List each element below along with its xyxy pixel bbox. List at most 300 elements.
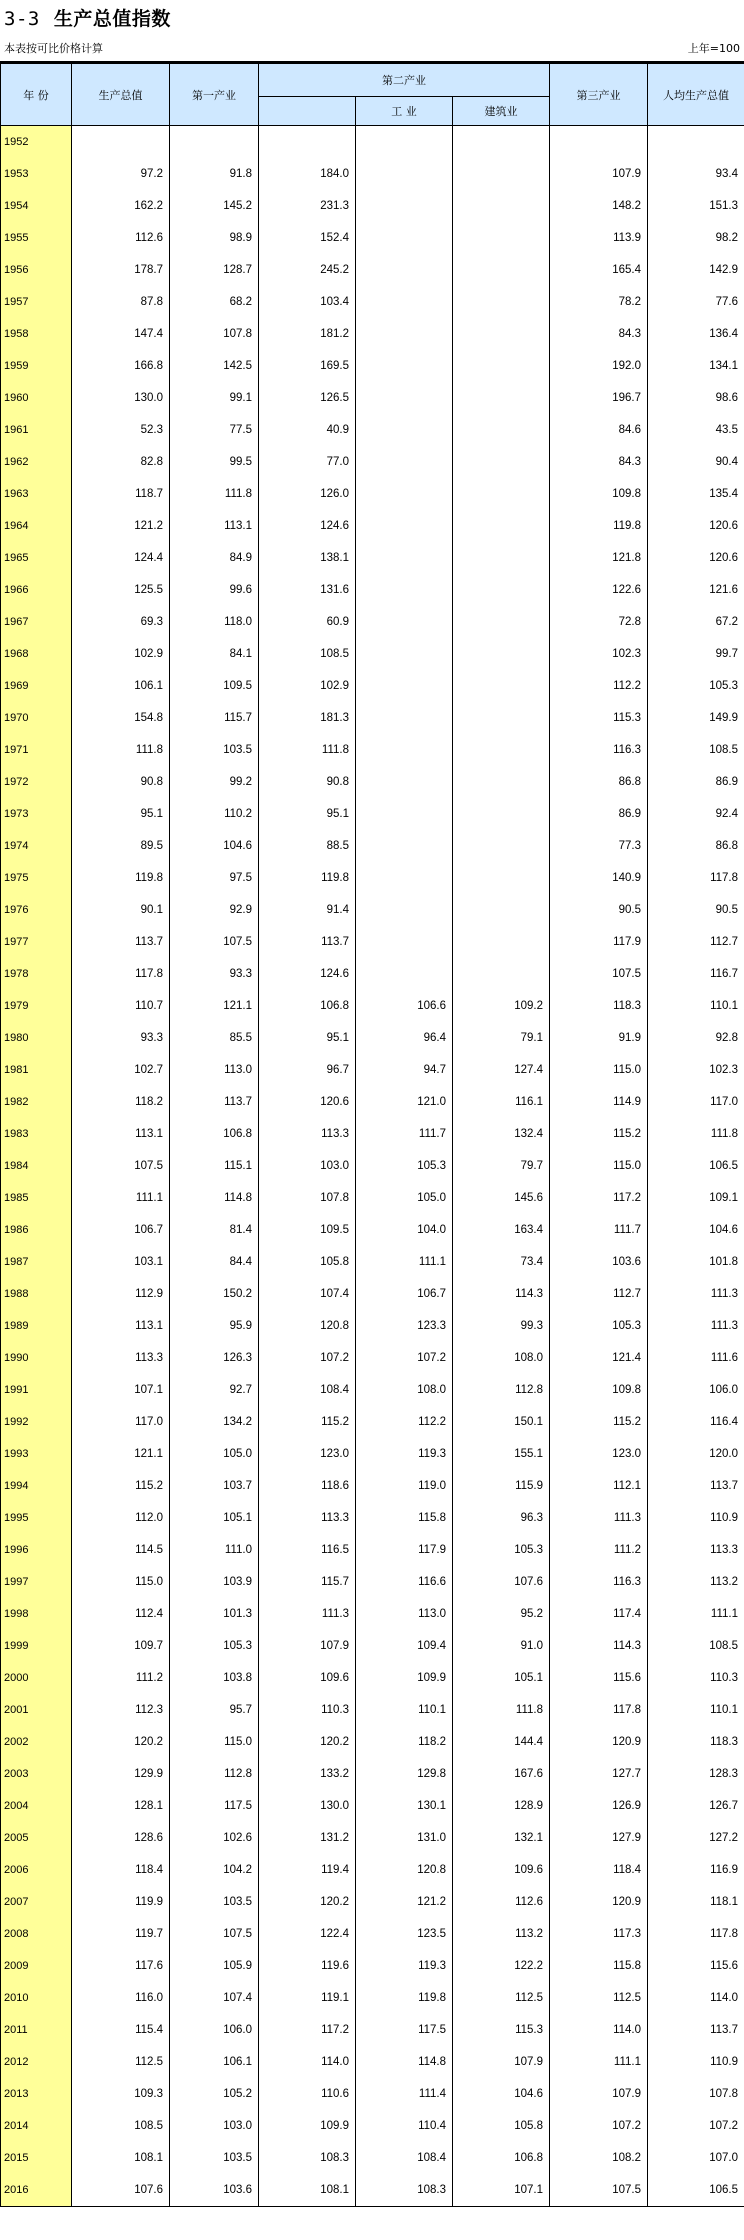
cell-construction: 108.0 <box>453 1342 550 1374</box>
cell-gdp: 109.7 <box>72 1630 170 1662</box>
cell-tertiary: 112.1 <box>550 1470 648 1502</box>
cell-primary: 84.1 <box>170 638 259 670</box>
cell-secondary: 109.9 <box>259 2110 356 2142</box>
cell-construction: 150.1 <box>453 1406 550 1438</box>
cell-year: 1983 <box>1 1118 72 1150</box>
cell-gdp: 112.9 <box>72 1278 170 1310</box>
cell-secondary: 77.0 <box>259 446 356 478</box>
cell-gdp: 118.4 <box>72 1854 170 1886</box>
table-title: 生产总值指数 <box>53 8 171 30</box>
cell-tertiary: 112.5 <box>550 1982 648 2014</box>
cell-year: 2003 <box>1 1758 72 1790</box>
cell-tertiary: 127.9 <box>550 1822 648 1854</box>
cell-industry: 94.7 <box>356 1054 453 1086</box>
cell-per-capita: 111.3 <box>648 1278 744 1310</box>
cell-primary: 126.3 <box>170 1342 259 1374</box>
cell-gdp: 125.5 <box>72 574 170 606</box>
table-row <box>1 1214 744 1246</box>
cell-year: 1960 <box>1 382 72 414</box>
header-year: 年 份 <box>1 64 72 126</box>
cell-industry <box>356 894 453 926</box>
cell-gdp: 102.7 <box>72 1054 170 1086</box>
cell-construction: 107.1 <box>453 2174 550 2207</box>
table-row <box>1 1022 744 1054</box>
cell-industry: 108.4 <box>356 2142 453 2174</box>
cell-tertiary: 115.6 <box>550 1662 648 1694</box>
cell-industry <box>356 606 453 638</box>
cell-primary: 95.7 <box>170 1694 259 1726</box>
cell-tertiary: 84.6 <box>550 414 648 446</box>
header-industry: 工 业 <box>356 97 453 126</box>
cell-year: 1993 <box>1 1438 72 1470</box>
cell-primary: 105.1 <box>170 1502 259 1534</box>
cell-per-capita: 149.9 <box>648 702 744 734</box>
cell-per-capita: 98.6 <box>648 382 744 414</box>
table-row <box>1 2174 744 2207</box>
cell-primary: 109.5 <box>170 670 259 702</box>
cell-year: 1971 <box>1 734 72 766</box>
cell-per-capita: 135.4 <box>648 478 744 510</box>
cell-primary: 84.9 <box>170 542 259 574</box>
cell-industry: 106.6 <box>356 990 453 1022</box>
cell-year: 1990 <box>1 1342 72 1374</box>
cell-industry <box>356 350 453 382</box>
cell-primary: 134.2 <box>170 1406 259 1438</box>
cell-primary: 103.0 <box>170 2110 259 2142</box>
table-row <box>1 1438 744 1470</box>
cell-secondary: 126.0 <box>259 478 356 510</box>
cell-tertiary: 165.4 <box>550 254 648 286</box>
cell-secondary: 120.2 <box>259 1886 356 1918</box>
cell-per-capita: 108.5 <box>648 734 744 766</box>
cell-primary: 145.2 <box>170 190 259 222</box>
table-row <box>1 1246 744 1278</box>
cell-secondary: 131.6 <box>259 574 356 606</box>
cell-year: 1964 <box>1 510 72 542</box>
cell-construction: 96.3 <box>453 1502 550 1534</box>
cell-tertiary: 120.9 <box>550 1886 648 1918</box>
cell-construction: 112.6 <box>453 1886 550 1918</box>
table-row <box>1 702 744 734</box>
cell-year: 2004 <box>1 1790 72 1822</box>
cell-gdp: 93.3 <box>72 1022 170 1054</box>
cell-industry <box>356 126 453 159</box>
cell-year: 1996 <box>1 1534 72 1566</box>
cell-per-capita: 120.6 <box>648 510 744 542</box>
cell-per-capita: 134.1 <box>648 350 744 382</box>
cell-tertiary: 116.3 <box>550 1566 648 1598</box>
cell-construction: 111.8 <box>453 1694 550 1726</box>
table-row <box>1 414 744 446</box>
table-row <box>1 382 744 414</box>
cell-primary: 107.5 <box>170 1918 259 1950</box>
cell-gdp: 117.0 <box>72 1406 170 1438</box>
cell-gdp: 154.8 <box>72 702 170 734</box>
cell-year: 1982 <box>1 1086 72 1118</box>
table-row <box>1 254 744 286</box>
cell-primary: 106.1 <box>170 2046 259 2078</box>
cell-per-capita: 120.0 <box>648 1438 744 1470</box>
cell-industry: 111.4 <box>356 2078 453 2110</box>
cell-construction <box>453 318 550 350</box>
cell-tertiary: 115.8 <box>550 1950 648 1982</box>
cell-industry: 109.4 <box>356 1630 453 1662</box>
cell-industry: 117.5 <box>356 2014 453 2046</box>
cell-industry: 123.5 <box>356 1918 453 1950</box>
cell-secondary: 124.6 <box>259 958 356 990</box>
cell-secondary: 40.9 <box>259 414 356 446</box>
cell-construction <box>453 350 550 382</box>
cell-year: 1952 <box>1 126 72 159</box>
cell-gdp: 128.1 <box>72 1790 170 1822</box>
cell-tertiary: 109.8 <box>550 478 648 510</box>
cell-construction <box>453 446 550 478</box>
cell-industry: 96.4 <box>356 1022 453 1054</box>
cell-primary: 121.1 <box>170 990 259 1022</box>
cell-primary: 107.8 <box>170 318 259 350</box>
cell-per-capita: 126.7 <box>648 1790 744 1822</box>
cell-industry: 123.3 <box>356 1310 453 1342</box>
cell-gdp: 115.0 <box>72 1566 170 1598</box>
cell-primary: 111.8 <box>170 478 259 510</box>
table-row <box>1 1342 744 1374</box>
cell-construction <box>453 254 550 286</box>
cell-primary: 113.7 <box>170 1086 259 1118</box>
cell-per-capita: 110.1 <box>648 990 744 1022</box>
cell-per-capita: 115.6 <box>648 1950 744 1982</box>
cell-year: 1976 <box>1 894 72 926</box>
cell-construction: 122.2 <box>453 1950 550 1982</box>
cell-industry: 120.8 <box>356 1854 453 1886</box>
cell-year: 1997 <box>1 1566 72 1598</box>
cell-primary: 117.5 <box>170 1790 259 1822</box>
cell-industry: 130.1 <box>356 1790 453 1822</box>
cell-secondary: 107.4 <box>259 1278 356 1310</box>
cell-secondary: 60.9 <box>259 606 356 638</box>
cell-per-capita: 117.8 <box>648 862 744 894</box>
table-row <box>1 1374 744 1406</box>
cell-industry <box>356 222 453 254</box>
cell-per-capita: 113.2 <box>648 1566 744 1598</box>
cell-year: 1968 <box>1 638 72 670</box>
table-row <box>1 1182 744 1214</box>
cell-tertiary: 86.8 <box>550 766 648 798</box>
cell-industry <box>356 286 453 318</box>
cell-year: 1969 <box>1 670 72 702</box>
cell-construction: 128.9 <box>453 1790 550 1822</box>
cell-primary: 112.8 <box>170 1758 259 1790</box>
table-row <box>1 1118 744 1150</box>
cell-tertiary: 102.3 <box>550 638 648 670</box>
cell-per-capita: 117.8 <box>648 1918 744 1950</box>
table-row <box>1 1790 744 1822</box>
cell-industry: 107.2 <box>356 1342 453 1374</box>
cell-secondary: 113.3 <box>259 1502 356 1534</box>
cell-year: 1981 <box>1 1054 72 1086</box>
cell-primary: 95.9 <box>170 1310 259 1342</box>
cell-tertiary: 192.0 <box>550 350 648 382</box>
cell-primary: 91.8 <box>170 158 259 190</box>
cell-per-capita: 111.6 <box>648 1342 744 1374</box>
cell-construction: 91.0 <box>453 1630 550 1662</box>
cell-industry <box>356 830 453 862</box>
cell-year: 1972 <box>1 766 72 798</box>
cell-year: 1978 <box>1 958 72 990</box>
cell-gdp: 112.0 <box>72 1502 170 1534</box>
cell-construction: 115.3 <box>453 2014 550 2046</box>
cell-per-capita: 107.2 <box>648 2110 744 2142</box>
cell-year: 1988 <box>1 1278 72 1310</box>
cell-construction <box>453 286 550 318</box>
cell-construction: 106.8 <box>453 2142 550 2174</box>
cell-gdp: 106.1 <box>72 670 170 702</box>
cell-per-capita: 86.9 <box>648 766 744 798</box>
cell-per-capita: 111.3 <box>648 1310 744 1342</box>
cell-per-capita: 120.6 <box>648 542 744 574</box>
cell-tertiary: 114.3 <box>550 1630 648 1662</box>
cell-year: 1961 <box>1 414 72 446</box>
table-row <box>1 734 744 766</box>
cell-construction <box>453 926 550 958</box>
cell-industry: 105.0 <box>356 1182 453 1214</box>
cell-year: 2012 <box>1 2046 72 2078</box>
cell-secondary: 90.8 <box>259 766 356 798</box>
cell-primary: 150.2 <box>170 1278 259 1310</box>
cell-industry: 131.0 <box>356 1822 453 1854</box>
cell-tertiary: 119.8 <box>550 510 648 542</box>
cell-primary: 115.0 <box>170 1726 259 1758</box>
table-row <box>1 478 744 510</box>
cell-gdp: 89.5 <box>72 830 170 862</box>
cell-secondary: 103.4 <box>259 286 356 318</box>
cell-tertiary: 105.3 <box>550 1310 648 1342</box>
table-row <box>1 1662 744 1694</box>
cell-secondary: 95.1 <box>259 798 356 830</box>
cell-year: 2001 <box>1 1694 72 1726</box>
cell-gdp: 162.2 <box>72 190 170 222</box>
cell-year: 1959 <box>1 350 72 382</box>
cell-construction <box>453 510 550 542</box>
page-title <box>4 4 171 31</box>
cell-secondary: 114.0 <box>259 2046 356 2078</box>
cell-industry <box>356 702 453 734</box>
cell-primary: 97.5 <box>170 862 259 894</box>
cell-primary: 84.4 <box>170 1246 259 1278</box>
cell-gdp: 103.1 <box>72 1246 170 1278</box>
cell-gdp: 113.1 <box>72 1310 170 1342</box>
cell-gdp: 111.1 <box>72 1182 170 1214</box>
cell-per-capita: 104.6 <box>648 1214 744 1246</box>
table-subtitle: 本表按可比价格计算 <box>4 42 103 55</box>
cell-tertiary: 111.2 <box>550 1534 648 1566</box>
table-body <box>1 126 744 2207</box>
cell-secondary: 181.2 <box>259 318 356 350</box>
cell-gdp: 129.9 <box>72 1758 170 1790</box>
cell-industry <box>356 734 453 766</box>
cell-tertiary: 148.2 <box>550 190 648 222</box>
cell-primary: 118.0 <box>170 606 259 638</box>
cell-secondary: 102.9 <box>259 670 356 702</box>
cell-tertiary: 115.0 <box>550 1150 648 1182</box>
table-row <box>1 318 744 350</box>
cell-secondary: 117.2 <box>259 2014 356 2046</box>
cell-industry <box>356 382 453 414</box>
header-secondary: 第二产业 <box>259 64 550 97</box>
table-row <box>1 1470 744 1502</box>
cell-construction: 112.5 <box>453 1982 550 2014</box>
cell-per-capita: 121.6 <box>648 574 744 606</box>
table-row <box>1 1310 744 1342</box>
cell-primary: 85.5 <box>170 1022 259 1054</box>
cell-primary: 105.0 <box>170 1438 259 1470</box>
cell-gdp: 107.1 <box>72 1374 170 1406</box>
cell-secondary: 106.8 <box>259 990 356 1022</box>
cell-gdp: 107.6 <box>72 2174 170 2207</box>
cell-secondary: 119.1 <box>259 1982 356 2014</box>
cell-primary: 99.5 <box>170 446 259 478</box>
cell-gdp: 119.9 <box>72 1886 170 1918</box>
cell-gdp: 69.3 <box>72 606 170 638</box>
cell-tertiary: 121.8 <box>550 542 648 574</box>
cell-gdp: 118.2 <box>72 1086 170 1118</box>
cell-per-capita: 105.3 <box>648 670 744 702</box>
cell-industry: 119.0 <box>356 1470 453 1502</box>
cell-gdp: 97.2 <box>72 158 170 190</box>
cell-tertiary: 114.9 <box>550 1086 648 1118</box>
cell-year: 1984 <box>1 1150 72 1182</box>
cell-gdp: 111.2 <box>72 1662 170 1694</box>
cell-per-capita: 110.9 <box>648 1502 744 1534</box>
cell-per-capita: 92.8 <box>648 1022 744 1054</box>
cell-construction: 155.1 <box>453 1438 550 1470</box>
cell-year: 1954 <box>1 190 72 222</box>
cell-year: 1977 <box>1 926 72 958</box>
cell-tertiary: 123.0 <box>550 1438 648 1470</box>
cell-industry: 121.2 <box>356 1886 453 1918</box>
cell-secondary: 245.2 <box>259 254 356 286</box>
cell-gdp: 108.1 <box>72 2142 170 2174</box>
cell-construction: 132.4 <box>453 1118 550 1150</box>
cell-construction: 127.4 <box>453 1054 550 1086</box>
cell-gdp: 112.5 <box>72 2046 170 2078</box>
cell-per-capita: 136.4 <box>648 318 744 350</box>
cell-primary: 99.6 <box>170 574 259 606</box>
cell-primary: 101.3 <box>170 1598 259 1630</box>
cell-construction: 144.4 <box>453 1726 550 1758</box>
cell-gdp: 119.8 <box>72 862 170 894</box>
cell-construction: 114.3 <box>453 1278 550 1310</box>
cell-gdp: 112.4 <box>72 1598 170 1630</box>
cell-year: 2015 <box>1 2142 72 2174</box>
cell-secondary: 119.6 <box>259 1950 356 1982</box>
cell-tertiary: 77.3 <box>550 830 648 862</box>
cell-primary: 103.5 <box>170 734 259 766</box>
cell-industry: 111.7 <box>356 1118 453 1150</box>
cell-gdp: 124.4 <box>72 542 170 574</box>
cell-per-capita: 116.9 <box>648 1854 744 1886</box>
cell-gdp: 118.7 <box>72 478 170 510</box>
cell-secondary: 105.8 <box>259 1246 356 1278</box>
cell-tertiary: 114.0 <box>550 2014 648 2046</box>
cell-construction: 167.6 <box>453 1758 550 1790</box>
cell-per-capita: 99.7 <box>648 638 744 670</box>
cell-gdp <box>72 126 170 159</box>
cell-per-capita: 116.4 <box>648 1406 744 1438</box>
cell-industry <box>356 190 453 222</box>
cell-secondary: 110.3 <box>259 1694 356 1726</box>
cell-tertiary: 118.3 <box>550 990 648 1022</box>
cell-year: 1973 <box>1 798 72 830</box>
cell-per-capita: 110.3 <box>648 1662 744 1694</box>
cell-tertiary: 90.5 <box>550 894 648 926</box>
cell-per-capita: 92.4 <box>648 798 744 830</box>
cell-year: 1970 <box>1 702 72 734</box>
cell-gdp: 113.7 <box>72 926 170 958</box>
cell-secondary: 113.7 <box>259 926 356 958</box>
table-row <box>1 2142 744 2174</box>
cell-tertiary: 117.2 <box>550 1182 648 1214</box>
cell-secondary: 120.6 <box>259 1086 356 1118</box>
cell-secondary: 91.4 <box>259 894 356 926</box>
cell-industry: 106.7 <box>356 1278 453 1310</box>
cell-construction: 132.1 <box>453 1822 550 1854</box>
table-row <box>1 2046 744 2078</box>
cell-secondary: 108.3 <box>259 2142 356 2174</box>
cell-industry <box>356 542 453 574</box>
cell-year: 1956 <box>1 254 72 286</box>
cell-secondary: 109.6 <box>259 1662 356 1694</box>
cell-year: 1967 <box>1 606 72 638</box>
table-row <box>1 1534 744 1566</box>
cell-tertiary: 117.8 <box>550 1694 648 1726</box>
cell-year: 2002 <box>1 1726 72 1758</box>
cell-per-capita: 118.3 <box>648 1726 744 1758</box>
cell-construction: 105.1 <box>453 1662 550 1694</box>
table-row <box>1 222 744 254</box>
cell-industry <box>356 766 453 798</box>
cell-industry: 105.3 <box>356 1150 453 1182</box>
cell-gdp: 147.4 <box>72 318 170 350</box>
cell-per-capita: 118.1 <box>648 1886 744 1918</box>
cell-tertiary: 117.9 <box>550 926 648 958</box>
cell-primary: 92.9 <box>170 894 259 926</box>
cell-secondary: 184.0 <box>259 158 356 190</box>
cell-industry <box>356 510 453 542</box>
cell-tertiary: 111.1 <box>550 2046 648 2078</box>
cell-secondary: 115.7 <box>259 1566 356 1598</box>
cell-industry <box>356 318 453 350</box>
cell-year: 1992 <box>1 1406 72 1438</box>
table-row <box>1 670 744 702</box>
cell-industry: 116.6 <box>356 1566 453 1598</box>
cell-tertiary: 121.4 <box>550 1342 648 1374</box>
table-row <box>1 894 744 926</box>
table-row <box>1 990 744 1022</box>
cell-primary: 104.2 <box>170 1854 259 1886</box>
cell-primary: 103.6 <box>170 2174 259 2207</box>
cell-gdp: 109.3 <box>72 2078 170 2110</box>
cell-secondary <box>259 126 356 159</box>
cell-tertiary: 112.2 <box>550 670 648 702</box>
cell-tertiary: 126.9 <box>550 1790 648 1822</box>
cell-construction <box>453 574 550 606</box>
cell-gdp: 130.0 <box>72 382 170 414</box>
cell-year: 2013 <box>1 2078 72 2110</box>
cell-per-capita: 112.7 <box>648 926 744 958</box>
cell-tertiary: 140.9 <box>550 862 648 894</box>
cell-industry <box>356 670 453 702</box>
cell-year: 1975 <box>1 862 72 894</box>
